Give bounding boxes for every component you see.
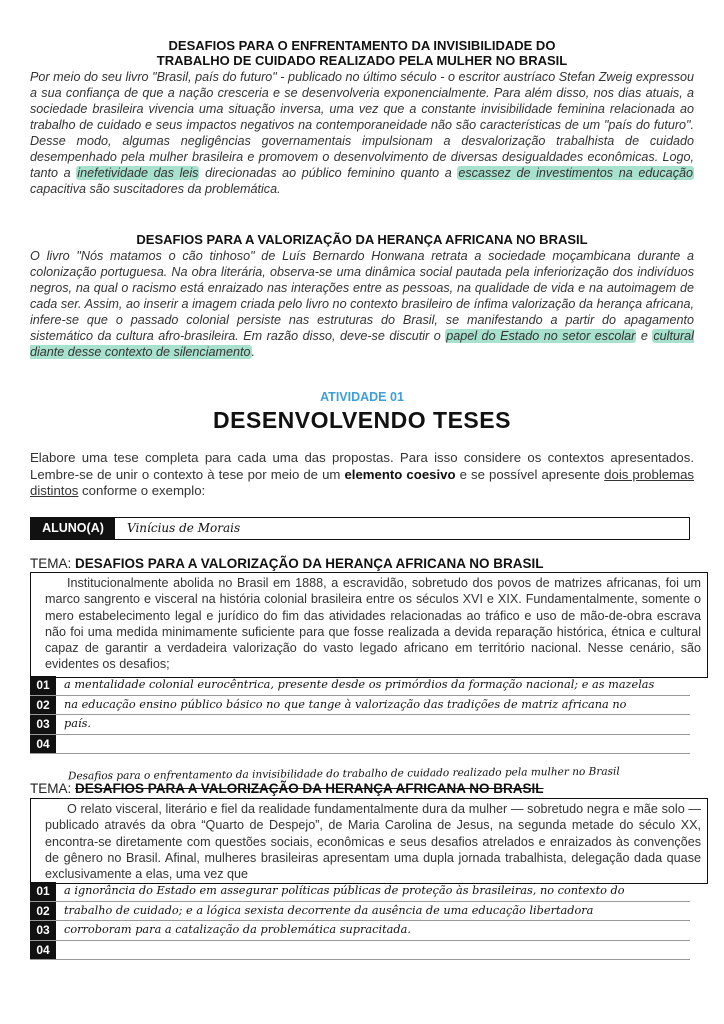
- theme1-heading: [30, 556, 694, 571]
- example1-body: [30, 69, 694, 197]
- theme2-handwritten-title: Desafios para o enfrentamento da invisibilidade do trabalho de cuidado realizado pela mulher no Brasil: [67, 765, 620, 783]
- answer-line[interactable]: [30, 882, 690, 902]
- line-number: 02: [30, 902, 56, 921]
- line-number: 03: [30, 715, 56, 734]
- instructions-part3: conforme o exemplo:: [78, 483, 206, 498]
- answer-line[interactable]: [30, 696, 690, 716]
- answer-line[interactable]: [30, 676, 690, 696]
- student-name-handwritten: Vinícius de Morais: [127, 521, 241, 535]
- activity-title: DESENVOLVENDO TESES: [213, 407, 511, 433]
- theme1-prefix: TEMA:: [30, 556, 72, 571]
- example2-highlight-cultural: cultural diante desse contexto de silenciamento: [30, 329, 694, 359]
- handwritten-text: país.: [64, 717, 91, 730]
- example1-text-part1: Por meio do seu livro "Brasil, país do futuro" - publicado no último século - o escritor austríaco Stefan Zweig expressou a sua confiança de que a nação cresceria e se desenvolveria exponencialmente. Para além disso, nos dias atuais, a sociedade brasileira vivencia uma situação inversa, uma vez que a constante invisibilidade feminina relacionada ao trabalho de cuidado e seus impactos negativos na contemporaneidade não são características de um "país do futuro". Desse modo, algumas negligências governamentais impulsionam a desvalorização trabalhista de cuidado desempenhado pela mulher brasileira e promovem o desenvolvimento de diversas desigualdades econômicas. Logo, tanto a: [30, 70, 694, 180]
- example1-title: [30, 38, 694, 68]
- line-number: 03: [30, 921, 56, 940]
- answer-line[interactable]: [30, 735, 690, 755]
- theme2-answer-lines[interactable]: [30, 882, 690, 960]
- answer-line[interactable]: [30, 941, 690, 961]
- handwritten-text: na educação ensino público básico no que tange à valorização das tradições de matriz africana no: [64, 697, 627, 711]
- example1-text-part2: direcionadas ao público feminino quanto a: [199, 166, 458, 180]
- line-number: 01: [30, 676, 56, 695]
- instructions-part2: e se possível apresente: [455, 466, 605, 482]
- activity-instructions: [30, 450, 694, 500]
- example2-body: [30, 248, 694, 360]
- example1-highlight-education: escassez de investimentos na educação: [458, 166, 693, 180]
- handwritten-text: a ignorância do Estado em assegurar políticas públicas de proteção às brasileiras, no contexto do: [64, 884, 625, 897]
- theme2-title-struck: DESAFIOS PARA A VALORIZAÇÃO DA HERANÇA AFRICANA NO BRASIL: [75, 781, 544, 796]
- theme2-context-box: O relato visceral, literário e fiel da realidade fundamentalmente dura da mulher — sobretudo negra e mãe solo — publicado através da obra “Quarto de Despejo”, de Maria Carolina de Jesus, na segunda metade do século XX, encontra-se diretamente com questões sociais, econômicas e seus desafios atrelados e enraizados às convenções de gênero no Brasil. Afinal, mulheres brasileiras apresentam uma dupla jornada trabalhista, delegação dada quase exclusivamente a elas, uma vez que: [30, 798, 708, 884]
- answer-line[interactable]: [30, 921, 690, 941]
- line-number: 02: [30, 696, 56, 715]
- example2-highlight-state: papel do Estado no setor escolar: [446, 329, 636, 343]
- line-number: 01: [30, 882, 56, 901]
- example2-title: DESAFIOS PARA A VALORIZAÇÃO DA HERANÇA AFRICANA NO BRASIL: [136, 232, 588, 247]
- answer-line[interactable]: [30, 902, 690, 922]
- example2-text-part2: e: [636, 329, 653, 343]
- handwritten-text: corroboram para a catalização da problemática supracitada.: [64, 923, 411, 936]
- example1-title-line1: DESAFIOS PARA O ENFRENTAMENTO DA INVISIBILIDADE DO: [168, 38, 556, 53]
- example1-highlight-laws: inefetividade das leis: [77, 166, 199, 180]
- example1-text-part3: capacitiva são suscitadores da problemática.: [30, 182, 281, 196]
- theme1-answer-lines[interactable]: [30, 676, 690, 754]
- theme1-title: DESAFIOS PARA A VALORIZAÇÃO DA HERANÇA AFRICANA NO BRASIL: [75, 556, 544, 571]
- example2-text-part1: O livro "Nós matamos o cão tinhoso" de Luís Bernardo Honwana retrata a sociedade moçambicana durante a colonização portuguesa. Na obra literária, observa-se uma dinâmica social pautada pela inferiorização dos indivíduos negros, na qual o racismo está enraizado nas interações entre as pessoas, na qualidade de vida e na autoimagem de cada ser. Assim, ao inserir a imagem criada pelo livro no contexto brasileiro de ínfima valorização da herança africana, infere-se que o passado colonial persiste nas estruturas do Brasil, se manifestando a partir do apagamento sistemático da cultura afro-brasileira. Em razão disso, deve-se discutir o: [30, 249, 694, 343]
- theme2-prefix: TEMA:: [30, 781, 72, 796]
- student-label: ALUNO(A): [31, 518, 115, 539]
- line-number: 04: [30, 941, 56, 960]
- instructions-bold: elemento coesivo: [344, 466, 456, 482]
- line-number: 04: [30, 735, 56, 754]
- handwritten-text: trabalho de cuidado; e a lógica sexista decorrente da ausência de uma educação libertadora: [64, 903, 594, 917]
- theme2-heading: [30, 781, 694, 796]
- instructions-part1: Elabore uma tese completa para cada uma das propostas. Para isso considere os contextos apresentados. Lembre-se de unir o contexto à tese por meio de um: [30, 450, 694, 482]
- instructions-underline: dois problemas distintos: [30, 466, 694, 498]
- student-name-box[interactable]: [30, 517, 690, 540]
- answer-line[interactable]: [30, 715, 690, 735]
- example2-text-part3: .: [251, 345, 256, 359]
- activity-label: ATIVIDADE 01: [320, 390, 404, 404]
- handwritten-text: a mentalidade colonial eurocêntrica, presente desde os primórdios da formação nacional; e as mazelas: [64, 678, 655, 691]
- theme1-context-box: Institucionalmente abolida no Brasil em 1888, a escravidão, sobretudo dos povos de matrizes africanas, foi um marco sangrento e visceral na história colonial brasileira entre os séculos XVI e XIX. Fundamentalmente, somente o mero estabelecimento legal e jurídico do fim das atividades relacionadas ao tráfico e uso de mão-de-obra escrava não foi uma medida minimamente suficiente para que fosse realizada a devida reparação histórica, étnica e cultural capaz de garantir a verdadeira valorização do vasto legado africano em território nacional. Nesse cenário, são evidentes os desafios;: [30, 572, 708, 678]
- example1-title-line2: TRABALHO DE CUIDADO REALIZADO PELA MULHER NO BRASIL: [156, 53, 568, 68]
